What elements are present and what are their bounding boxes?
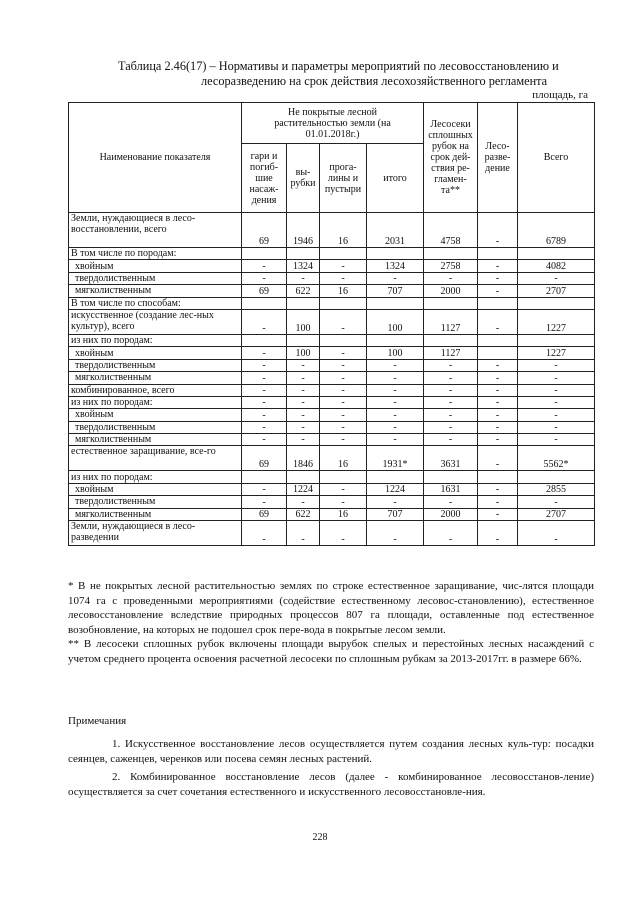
cell-value: 4082 (518, 260, 595, 272)
cell-value (287, 297, 320, 309)
caption-line-1: Таблица 2.46(17) – Нормативы и параметры мероприятий по лесовосстановлению и (118, 59, 559, 73)
cell-value: 100 (367, 347, 424, 359)
cell-value (242, 248, 287, 260)
row-label: из них по породам: (69, 334, 242, 346)
table-row (69, 384, 595, 396)
cell-value: - (518, 496, 595, 508)
cell-value: - (478, 434, 518, 446)
cell-value: - (242, 521, 287, 546)
row-label: мягколиственным (69, 434, 242, 446)
footnote-2: ** В лесосеки сплошных рубок включены площади вырубок спелых и перестойных лесных насаждений с учетом среднего процента освоения расчетной лесосеки по сплошным рубкам за 2013-2017гг. в размере 66%. (68, 638, 594, 665)
row-label: Земли, нуждающиеся в лесо-разведении (69, 521, 242, 546)
cell-value: - (424, 421, 478, 433)
table-row (69, 213, 595, 248)
cell-value: - (518, 521, 595, 546)
cell-value (320, 297, 367, 309)
cell-value: - (287, 396, 320, 408)
cell-value: - (242, 421, 287, 433)
cell-value: - (320, 521, 367, 546)
cell-value: - (287, 272, 320, 284)
cell-value: 2855 (518, 483, 595, 495)
cell-value (367, 471, 424, 483)
table-row (69, 372, 595, 384)
note-1: 1. Искусственное восстановление лесов осуществляется путем создания лесных куль-тур: посадки сеянцев, саженцев, черенков или посева семян лесных растений. (68, 738, 594, 765)
cell-value: 707 (367, 285, 424, 297)
cell-value: - (478, 521, 518, 546)
row-label: твердолиственным (69, 359, 242, 371)
table-body (69, 213, 595, 546)
cell-value: - (478, 372, 518, 384)
cell-value: - (242, 384, 287, 396)
cell-value: - (478, 285, 518, 297)
cell-value: 100 (367, 309, 424, 334)
header-clearcuts: Лесосеки сплошных рубок на срок дей-ствия ре-гламен-та** (424, 103, 478, 213)
cell-value: - (242, 309, 287, 334)
cell-value: - (518, 434, 595, 446)
cell-value: 2707 (518, 508, 595, 520)
cell-value: - (478, 421, 518, 433)
cell-value: 1227 (518, 347, 595, 359)
unit-label: площадь, га (532, 89, 588, 101)
cell-value: - (478, 272, 518, 284)
cell-value: - (478, 396, 518, 408)
row-label: искусственное (создание лес-ных культур), всего (69, 309, 242, 334)
cell-value: - (424, 496, 478, 508)
cell-value: - (320, 483, 367, 495)
cell-value (478, 248, 518, 260)
table-caption (118, 59, 598, 89)
table-row (69, 483, 595, 495)
cell-value: - (287, 434, 320, 446)
row-label: твердолиственным (69, 496, 242, 508)
cell-value: - (367, 384, 424, 396)
note-2: 2. Комбинированное восстановление лесов (далее - комбинированное лесовосстанов-ление) осуществляется за счет сочетания естественного и искусственного лесовосстановле-ния. (68, 771, 594, 798)
cell-value: - (320, 260, 367, 272)
cell-value: 1324 (367, 260, 424, 272)
cell-value: 1224 (367, 483, 424, 495)
cell-value: - (242, 396, 287, 408)
table-row (69, 496, 595, 508)
header-cuttings: вы-рубки (287, 144, 320, 213)
cell-value (518, 471, 595, 483)
header-glades: прога-лины и пустыри (320, 144, 367, 213)
table-row (69, 359, 595, 371)
cell-value: - (242, 496, 287, 508)
cell-value: - (242, 359, 287, 371)
header-uncovered: Не покрытые лесной растительностью земли (на 01.01.2018г.) (242, 103, 424, 144)
row-label: естественное заращивание, все-го (69, 446, 242, 471)
row-label: В том числе по породам: (69, 248, 242, 260)
row-label: Земли, нуждающиеся в лесо-восстановлении, всего (69, 213, 242, 248)
cell-value: - (424, 272, 478, 284)
table-row (69, 309, 595, 334)
cell-value: 16 (320, 508, 367, 520)
cell-value: - (367, 372, 424, 384)
caption-line-2: лесоразведению на срок действия лесохозяйственного регламента (201, 74, 548, 88)
cell-value: 100 (287, 347, 320, 359)
cell-value: - (518, 396, 595, 408)
table-row (69, 347, 595, 359)
row-label: хвойным (69, 347, 242, 359)
cell-value: - (367, 521, 424, 546)
cell-value (518, 334, 595, 346)
table-row (69, 260, 595, 272)
table-row (69, 396, 595, 408)
cell-value: 69 (242, 285, 287, 297)
row-label: твердолиственным (69, 421, 242, 433)
cell-value: - (424, 372, 478, 384)
cell-value: - (287, 359, 320, 371)
cell-value: 1324 (287, 260, 320, 272)
row-label: из них по породам: (69, 396, 242, 408)
cell-value: 707 (367, 508, 424, 520)
cell-value: 2031 (367, 213, 424, 248)
cell-value: 69 (242, 508, 287, 520)
cell-value: - (518, 421, 595, 433)
row-label: хвойным (69, 483, 242, 495)
cell-value: 1227 (518, 309, 595, 334)
cell-value (320, 248, 367, 260)
cell-value (478, 334, 518, 346)
row-label: комбинированное, всего (69, 384, 242, 396)
cell-value: 1931* (367, 446, 424, 471)
cell-value: 16 (320, 213, 367, 248)
notes-heading: Примечания (68, 715, 127, 727)
header-total-all: Всего (518, 103, 595, 213)
cell-value: - (424, 434, 478, 446)
cell-value: - (478, 213, 518, 248)
cell-value: - (320, 496, 367, 508)
cell-value (424, 297, 478, 309)
cell-value (424, 471, 478, 483)
cell-value: - (367, 496, 424, 508)
cell-value (478, 471, 518, 483)
row-label: мягколиственным (69, 508, 242, 520)
cell-value: - (242, 347, 287, 359)
cell-value: - (518, 359, 595, 371)
cell-value (478, 347, 518, 359)
cell-value (242, 471, 287, 483)
cell-value: - (367, 434, 424, 446)
cell-value (478, 297, 518, 309)
cell-value: 2758 (424, 260, 478, 272)
cell-value (424, 334, 478, 346)
table-row (69, 334, 595, 346)
cell-value: 2000 (424, 508, 478, 520)
table-row (69, 409, 595, 421)
cell-value: - (320, 359, 367, 371)
table-row (69, 421, 595, 433)
cell-value: - (478, 359, 518, 371)
cell-value: 2707 (518, 285, 595, 297)
cell-value (424, 248, 478, 260)
table-row (69, 285, 595, 297)
cell-value: - (518, 272, 595, 284)
reforestation-table (68, 102, 595, 546)
row-label: из них по породам: (69, 471, 242, 483)
cell-value (287, 471, 320, 483)
cell-value: 1846 (287, 446, 320, 471)
cell-value: - (478, 446, 518, 471)
cell-value: 4758 (424, 213, 478, 248)
footnote-1: * В не покрытых лесной растительностью землях по строке естественное заращивание, чис-лятся площади 1074 га с проведенными мероприятиями (содействие естественному лесовос-становлению), естественное лесовосстановление вследствие природных процессов 807 га площади, оставленные под естественное возобновление, на которых не подошел срок пере-вода в покрытые лесом земли. (68, 580, 594, 636)
cell-value: - (242, 272, 287, 284)
row-label: мягколиственным (69, 285, 242, 297)
cell-value: 1224 (287, 483, 320, 495)
table-row (69, 471, 595, 483)
cell-value: - (478, 508, 518, 520)
cell-value: - (242, 483, 287, 495)
cell-value: - (287, 409, 320, 421)
cell-value: 622 (287, 508, 320, 520)
cell-value: - (242, 260, 287, 272)
cell-value: - (478, 309, 518, 334)
cell-value: - (287, 372, 320, 384)
cell-value: - (320, 396, 367, 408)
cell-value: 6789 (518, 213, 595, 248)
cell-value: 1127 (424, 347, 478, 359)
cell-value: 1946 (287, 213, 320, 248)
table-row (69, 272, 595, 284)
header-burned: гари и погиб-шие насаж-дения (242, 144, 287, 213)
cell-value (242, 297, 287, 309)
cell-value: - (478, 409, 518, 421)
cell-value: - (424, 521, 478, 546)
cell-value: 622 (287, 285, 320, 297)
cell-value: - (287, 421, 320, 433)
row-label: хвойным (69, 260, 242, 272)
cell-value: 69 (242, 213, 287, 248)
table-row (69, 508, 595, 520)
cell-value (367, 297, 424, 309)
cell-value: - (320, 372, 367, 384)
cell-value: - (367, 396, 424, 408)
table-row (69, 434, 595, 446)
cell-value: - (478, 384, 518, 396)
cell-value: - (478, 483, 518, 495)
header-subtotal: итого (367, 144, 424, 213)
cell-value (287, 334, 320, 346)
cell-value: - (320, 272, 367, 284)
table-row (69, 248, 595, 260)
cell-value: 69 (242, 446, 287, 471)
cell-value: - (242, 372, 287, 384)
cell-value: 2000 (424, 285, 478, 297)
cell-value (518, 248, 595, 260)
cell-value: - (320, 434, 367, 446)
cell-value: - (287, 384, 320, 396)
cell-value: - (367, 421, 424, 433)
cell-value: - (424, 359, 478, 371)
cell-value: 100 (287, 309, 320, 334)
header-afforestation: Лесо-разве-дение (478, 103, 518, 213)
cell-value: - (320, 409, 367, 421)
cell-value: 16 (320, 285, 367, 297)
row-label: хвойным (69, 409, 242, 421)
cell-value: - (518, 384, 595, 396)
cell-value: - (320, 347, 367, 359)
cell-value: 16 (320, 446, 367, 471)
cell-value (518, 297, 595, 309)
cell-value: - (478, 496, 518, 508)
page-number: 228 (312, 832, 328, 843)
footnotes (68, 579, 594, 667)
cell-value: - (242, 409, 287, 421)
cell-value: - (367, 359, 424, 371)
cell-value (367, 248, 424, 260)
cell-value: - (518, 372, 595, 384)
cell-value: 3631 (424, 446, 478, 471)
row-label: В том числе по способам: (69, 297, 242, 309)
cell-value: - (320, 421, 367, 433)
table-row (69, 446, 595, 471)
cell-value: - (367, 409, 424, 421)
cell-value (287, 248, 320, 260)
cell-value: 1127 (424, 309, 478, 334)
cell-value: - (320, 384, 367, 396)
cell-value: - (320, 309, 367, 334)
cell-value: - (287, 521, 320, 546)
cell-value: - (242, 434, 287, 446)
cell-value: - (424, 409, 478, 421)
cell-value (320, 471, 367, 483)
cell-value: 1631 (424, 483, 478, 495)
table-row (69, 521, 595, 546)
cell-value: - (287, 496, 320, 508)
cell-value: - (478, 260, 518, 272)
cell-value (320, 334, 367, 346)
header-name: Наименование показателя (69, 103, 242, 213)
cell-value (242, 334, 287, 346)
cell-value: 5562* (518, 446, 595, 471)
table-row (69, 297, 595, 309)
cell-value (367, 334, 424, 346)
cell-value: - (424, 384, 478, 396)
cell-value: - (518, 409, 595, 421)
row-label: твердолиственным (69, 272, 242, 284)
row-label: мягколиственным (69, 372, 242, 384)
cell-value: - (424, 396, 478, 408)
cell-value: - (367, 272, 424, 284)
